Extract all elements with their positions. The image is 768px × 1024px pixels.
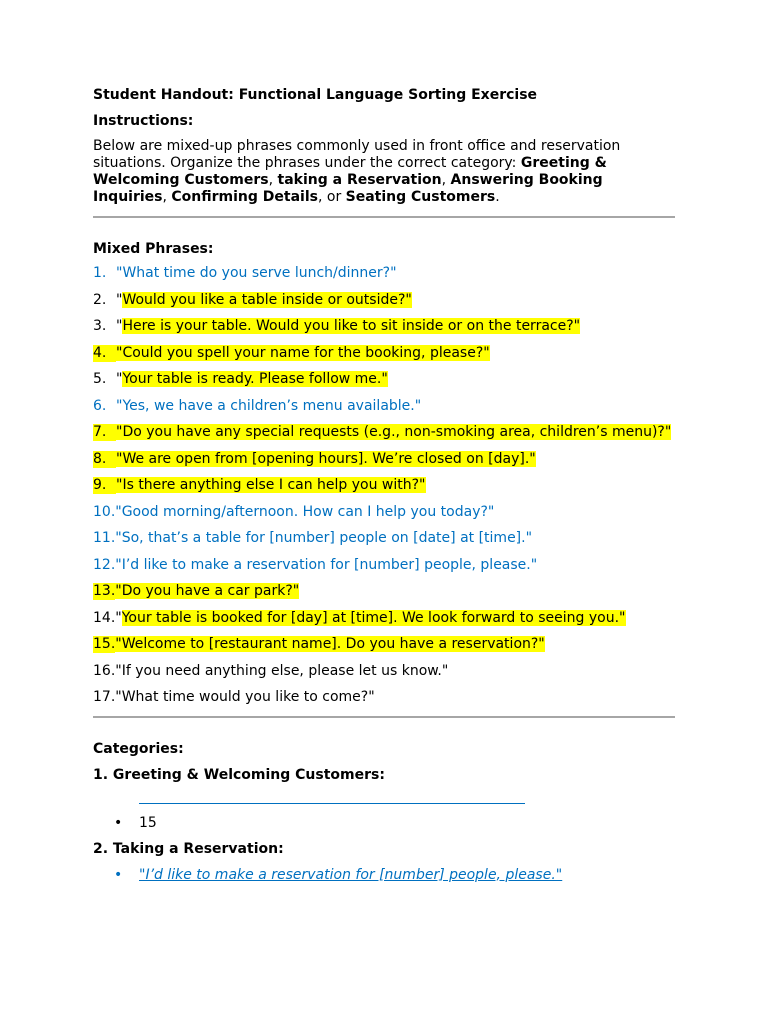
phrase-item	[93, 265, 675, 282]
phrase-number: 15.	[93, 636, 116, 652]
phrase-content: "Is there anything else I can help you with?"	[116, 477, 426, 493]
phrase-text	[116, 424, 675, 441]
phrase-content: "Could you spell your name for the booking, please?"	[116, 344, 490, 361]
phrase-number: 7.	[93, 424, 116, 441]
intro-sep: , or	[317, 189, 346, 205]
bullet-icon: •	[114, 866, 123, 883]
phrase-number: 2.	[93, 291, 107, 308]
phrase-text	[116, 451, 675, 468]
phrase-content: "I’d like to make a reservation for [number] people, please."	[115, 556, 538, 573]
category-list-reservation	[93, 866, 675, 885]
phrase-text	[116, 345, 675, 362]
intro-sep: ,	[441, 172, 451, 188]
phrase-content: "Do you have any special requests (e.g., non-smoking area, children’s menu)?"	[116, 424, 672, 440]
phrase-text	[116, 265, 675, 282]
phrase-text	[115, 689, 675, 706]
phrase-quote: "	[116, 371, 123, 387]
phrase-text	[115, 610, 675, 627]
phrase-content: "Yes, we have a children’s menu available."	[116, 397, 422, 414]
intro-sep: ,	[162, 189, 172, 205]
phrase-content: "If you need anything else, please let us know."	[115, 662, 449, 679]
phrase-content: "Do you have a car park?"	[115, 583, 300, 599]
instructions-heading: Instructions:	[93, 113, 194, 129]
phrase-text	[115, 663, 675, 680]
intro-text: Below are mixed-up phrases commonly used in front office and reservation situations. Organize the phrases under the correct category:	[93, 138, 621, 171]
phrase-content: "So, that’s a table for [number] people on [date] at [time]."	[115, 530, 533, 546]
phrase-text	[115, 504, 675, 521]
phrase-text	[115, 583, 675, 600]
phrase-item	[93, 689, 675, 706]
phrase-text	[115, 557, 675, 574]
phrase-text	[116, 371, 675, 388]
phrase-number: 8.	[93, 451, 116, 468]
list-item	[93, 866, 675, 885]
phrase-item	[93, 345, 675, 362]
phrase-number: 14.	[93, 609, 116, 626]
phrase-text	[116, 292, 675, 309]
phrase-content: "What time would you like to come?"	[115, 689, 375, 705]
list-item	[93, 814, 675, 833]
phrase-quote: "	[115, 609, 122, 626]
phrase-item	[93, 583, 675, 600]
divider	[93, 216, 675, 218]
phrase-item	[93, 292, 675, 309]
divider	[93, 716, 675, 718]
phrase-content: Your table is ready. Please follow me."	[122, 371, 388, 387]
phrase-item	[93, 477, 675, 494]
phrase-text	[115, 636, 675, 653]
mixed-phrases-heading: Mixed Phrases:	[93, 241, 214, 257]
phrase-content: "What time do you serve lunch/dinner?"	[116, 265, 397, 281]
category-heading-reservation: 2. Taking a Reservation:	[93, 840, 284, 857]
phrase-item	[93, 636, 675, 653]
phrase-list	[93, 265, 675, 706]
phrase-number: 16.	[93, 662, 116, 679]
phrase-number: 11.	[93, 530, 116, 546]
answer-item: 15	[139, 814, 157, 831]
intro-sep: ,	[268, 172, 278, 188]
phrase-content: Your table is booked for [day] at [time]. We look forward to seeing you."	[121, 609, 626, 626]
phrase-quote: "	[116, 318, 123, 334]
phrase-number: 5.	[93, 371, 107, 387]
phrase-item	[93, 398, 675, 415]
phrase-item	[93, 318, 675, 335]
phrase-item	[93, 371, 675, 388]
phrase-item	[93, 557, 675, 574]
phrase-content: Here is your table. Would you like to sit inside or on the terrace?"	[122, 318, 581, 334]
intro-end: .	[495, 189, 500, 205]
phrase-number: 6.	[93, 397, 107, 414]
handout-page	[93, 86, 675, 885]
categories-heading: Categories:	[93, 740, 184, 757]
phrase-text	[116, 477, 675, 494]
phrase-item	[93, 451, 675, 468]
answer-link[interactable]: "I’d like to make a reservation for [number] people, please."	[139, 866, 563, 883]
phrase-content: "We are open from [opening hours]. We’re closed on [day]."	[116, 450, 536, 467]
category-name-confirming: Confirming Details	[171, 189, 318, 205]
phrase-number: 9.	[93, 477, 116, 494]
page-title: Student Handout: Functional Language Sorting Exercise	[93, 87, 538, 103]
category-name-greeting: Greeting & Welcoming Customers	[93, 155, 607, 188]
category-name-inquiries: Answering Booking Inquiries	[93, 172, 603, 205]
phrase-number: 4.	[93, 345, 116, 362]
phrase-text	[116, 318, 675, 335]
phrase-number: 10.	[93, 503, 116, 520]
phrase-text	[115, 530, 675, 547]
phrase-text	[116, 398, 675, 415]
bullet-icon: •	[114, 814, 123, 831]
instructions-text	[93, 138, 633, 206]
phrase-content: "Good morning/afternoon. How can I help you today?"	[115, 503, 495, 520]
answer-blank-line[interactable]	[139, 789, 525, 804]
phrase-number: 1.	[93, 265, 107, 281]
phrase-quote: "	[116, 291, 123, 308]
category-name-reservation: taking a Reservation	[277, 172, 442, 188]
phrase-item	[93, 530, 675, 547]
phrase-item	[93, 424, 675, 441]
phrase-item	[93, 610, 675, 627]
phrase-number: 12.	[93, 556, 116, 573]
category-list-greeting	[93, 814, 675, 833]
phrase-item	[93, 504, 675, 521]
category-heading-greeting: 1. Greeting & Welcoming Customers:	[93, 766, 385, 783]
phrase-item	[93, 663, 675, 680]
category-name-seating: Seating Customers	[345, 189, 496, 205]
phrase-number: 17.	[93, 689, 116, 705]
phrase-number: 3.	[93, 318, 107, 334]
phrase-content: "Welcome to [restaurant name]. Do you have a reservation?"	[115, 636, 545, 652]
phrase-number: 13.	[93, 583, 116, 599]
phrase-content: Would you like a table inside or outside?"	[122, 291, 412, 308]
